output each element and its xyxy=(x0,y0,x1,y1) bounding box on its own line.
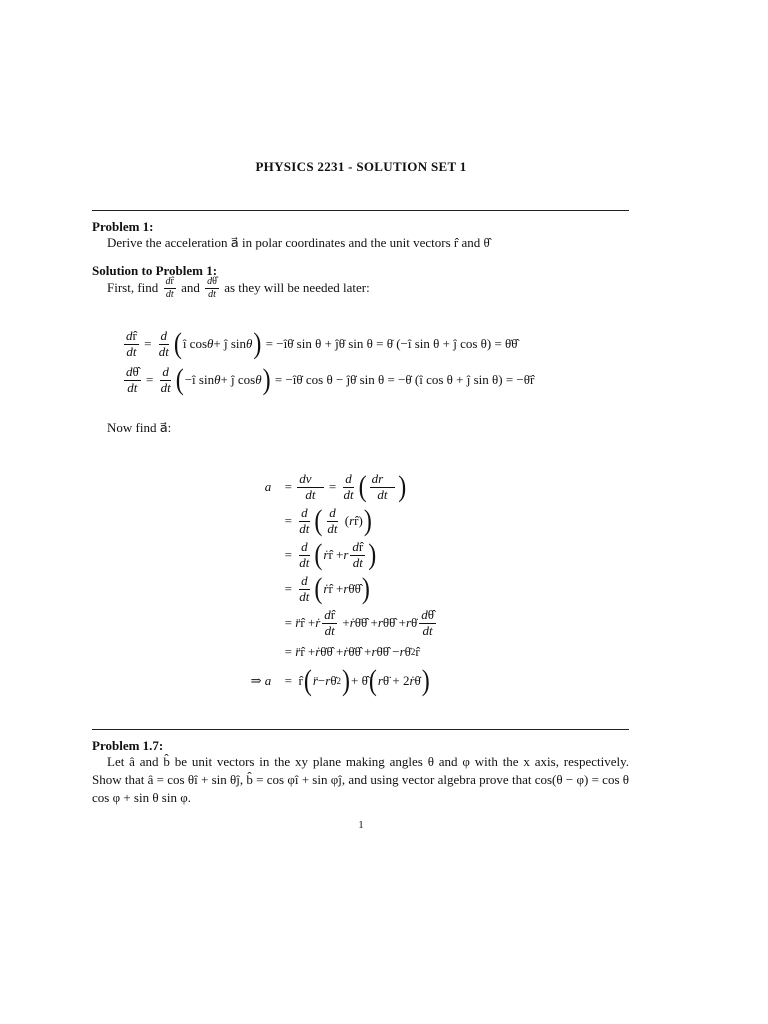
problem-1-7-text: Let â and b̂ be unit vectors in the xy plane making angles θ and φ with the x axis, respectively. Show that â = cos θî + sin θĵ, b̂ = cos φî + sin φĵ, and using vector algebra prove that cos(θ − φ) = cos θ cos φ + sin θ sin φ. xyxy=(92,754,629,805)
page-title: PHYSICS 2231 - SOLUTION SET 1 xyxy=(255,159,467,174)
solution-1-intro xyxy=(107,276,627,300)
intro-text-and: and xyxy=(181,280,200,295)
derivation-line-1: a⃗ = $\frac{dv⃗}{dt}$ = $\frac{d}{dt}$ ( $\frac{dr⃗}{dt}$ ) xyxy=(264,470,407,504)
divider xyxy=(92,729,629,730)
page-number: 1 xyxy=(358,819,364,831)
problem-1-text: Derive the acceleration a⃗ in polar coordinates and the unit vectors r̂ and θ̂ xyxy=(107,235,490,250)
equation-1-rhs: = −îθ̇ sin θ + ĵθ̇ sin θ = θ̇ (−î sin θ + ĵ cos θ) = θ̇θ̂ xyxy=(265,336,518,352)
intro-text-after: as they will be needed later: xyxy=(224,280,370,295)
derivation-line-7: ⇒ a⃗ = r̂ ( r̈ − r θ̇ 2 ) + θ̂ ( r θ̈ + 2 ṙ θ̇ ) xyxy=(250,664,430,698)
equation-dr-hat: $\frac{dr̂}{dt}$ = $\frac{d}{dt}$ ( î cos θ + ĵ sin θ ) = −îθ̇ sin θ + ĵθ̇ sin θ = θ̇ (−î sin θ + ĵ cos θ) = θ̇θ̂ xyxy=(126,328,518,361)
equation-dtheta-hat: $\frac{d\thetâ}{dt}$ = $\frac{d}{dt}$ ( −î sin θ + ĵ cos θ ) = −îθ̇ cos θ − ĵθ̇ sin θ = −θ̇ (î cos θ + ĵ sin θ) = −θ̇r̂ xyxy=(126,364,535,397)
fraction-dtheta-dt: $\frac{d\thetâ}{dt}$ xyxy=(207,276,217,300)
problem-1-7-heading: Problem 1.7: xyxy=(92,738,164,753)
derivation-line-4: = $\frac{d}{dt}$ ( ṙ r̂ + r θ̇θ̂ ) xyxy=(284,572,370,606)
derivation-line-2: = $\frac{d}{dt}$ ( $\frac{d}{dt}$ ( r r̂) ) xyxy=(284,504,372,538)
solution-1-heading: Solution to Problem 1: xyxy=(92,263,218,278)
fraction-dr-dt: $\frac{dr̂}{dt}$ xyxy=(165,276,174,300)
derivation-line-5: = r̈ r̂ + ṙ $\frac{dr̂}{dt}$ + ṙ θ̇θ̂ + r θ̈θ̂ + r θ̇ $\frac{d\thetâ}{dt}$ xyxy=(284,606,434,638)
divider xyxy=(92,210,629,211)
acceleration-derivation xyxy=(250,470,438,698)
derivation-line-6: = r̈ r̂ + ṙ θ̇θ̂ + ṙ θ̇θ̂ + r θ̈θ̂ − r θ̇ 2 r̂ xyxy=(284,644,420,659)
now-find-text: Now find a⃗: xyxy=(107,420,172,435)
intro-text-before: First, find xyxy=(107,280,159,295)
problem-1-heading: Problem 1: xyxy=(92,219,154,234)
derivation-line-3: = $\frac{d}{dt}$ ( ṙ r̂ + r $\frac{dr̂}{dt}$ ) xyxy=(284,538,377,572)
equation-2-rhs: = −îθ̇ cos θ − ĵθ̇ sin θ = −θ̇ (î cos θ + ĵ sin θ) = −θ̇r̂ xyxy=(274,372,535,388)
